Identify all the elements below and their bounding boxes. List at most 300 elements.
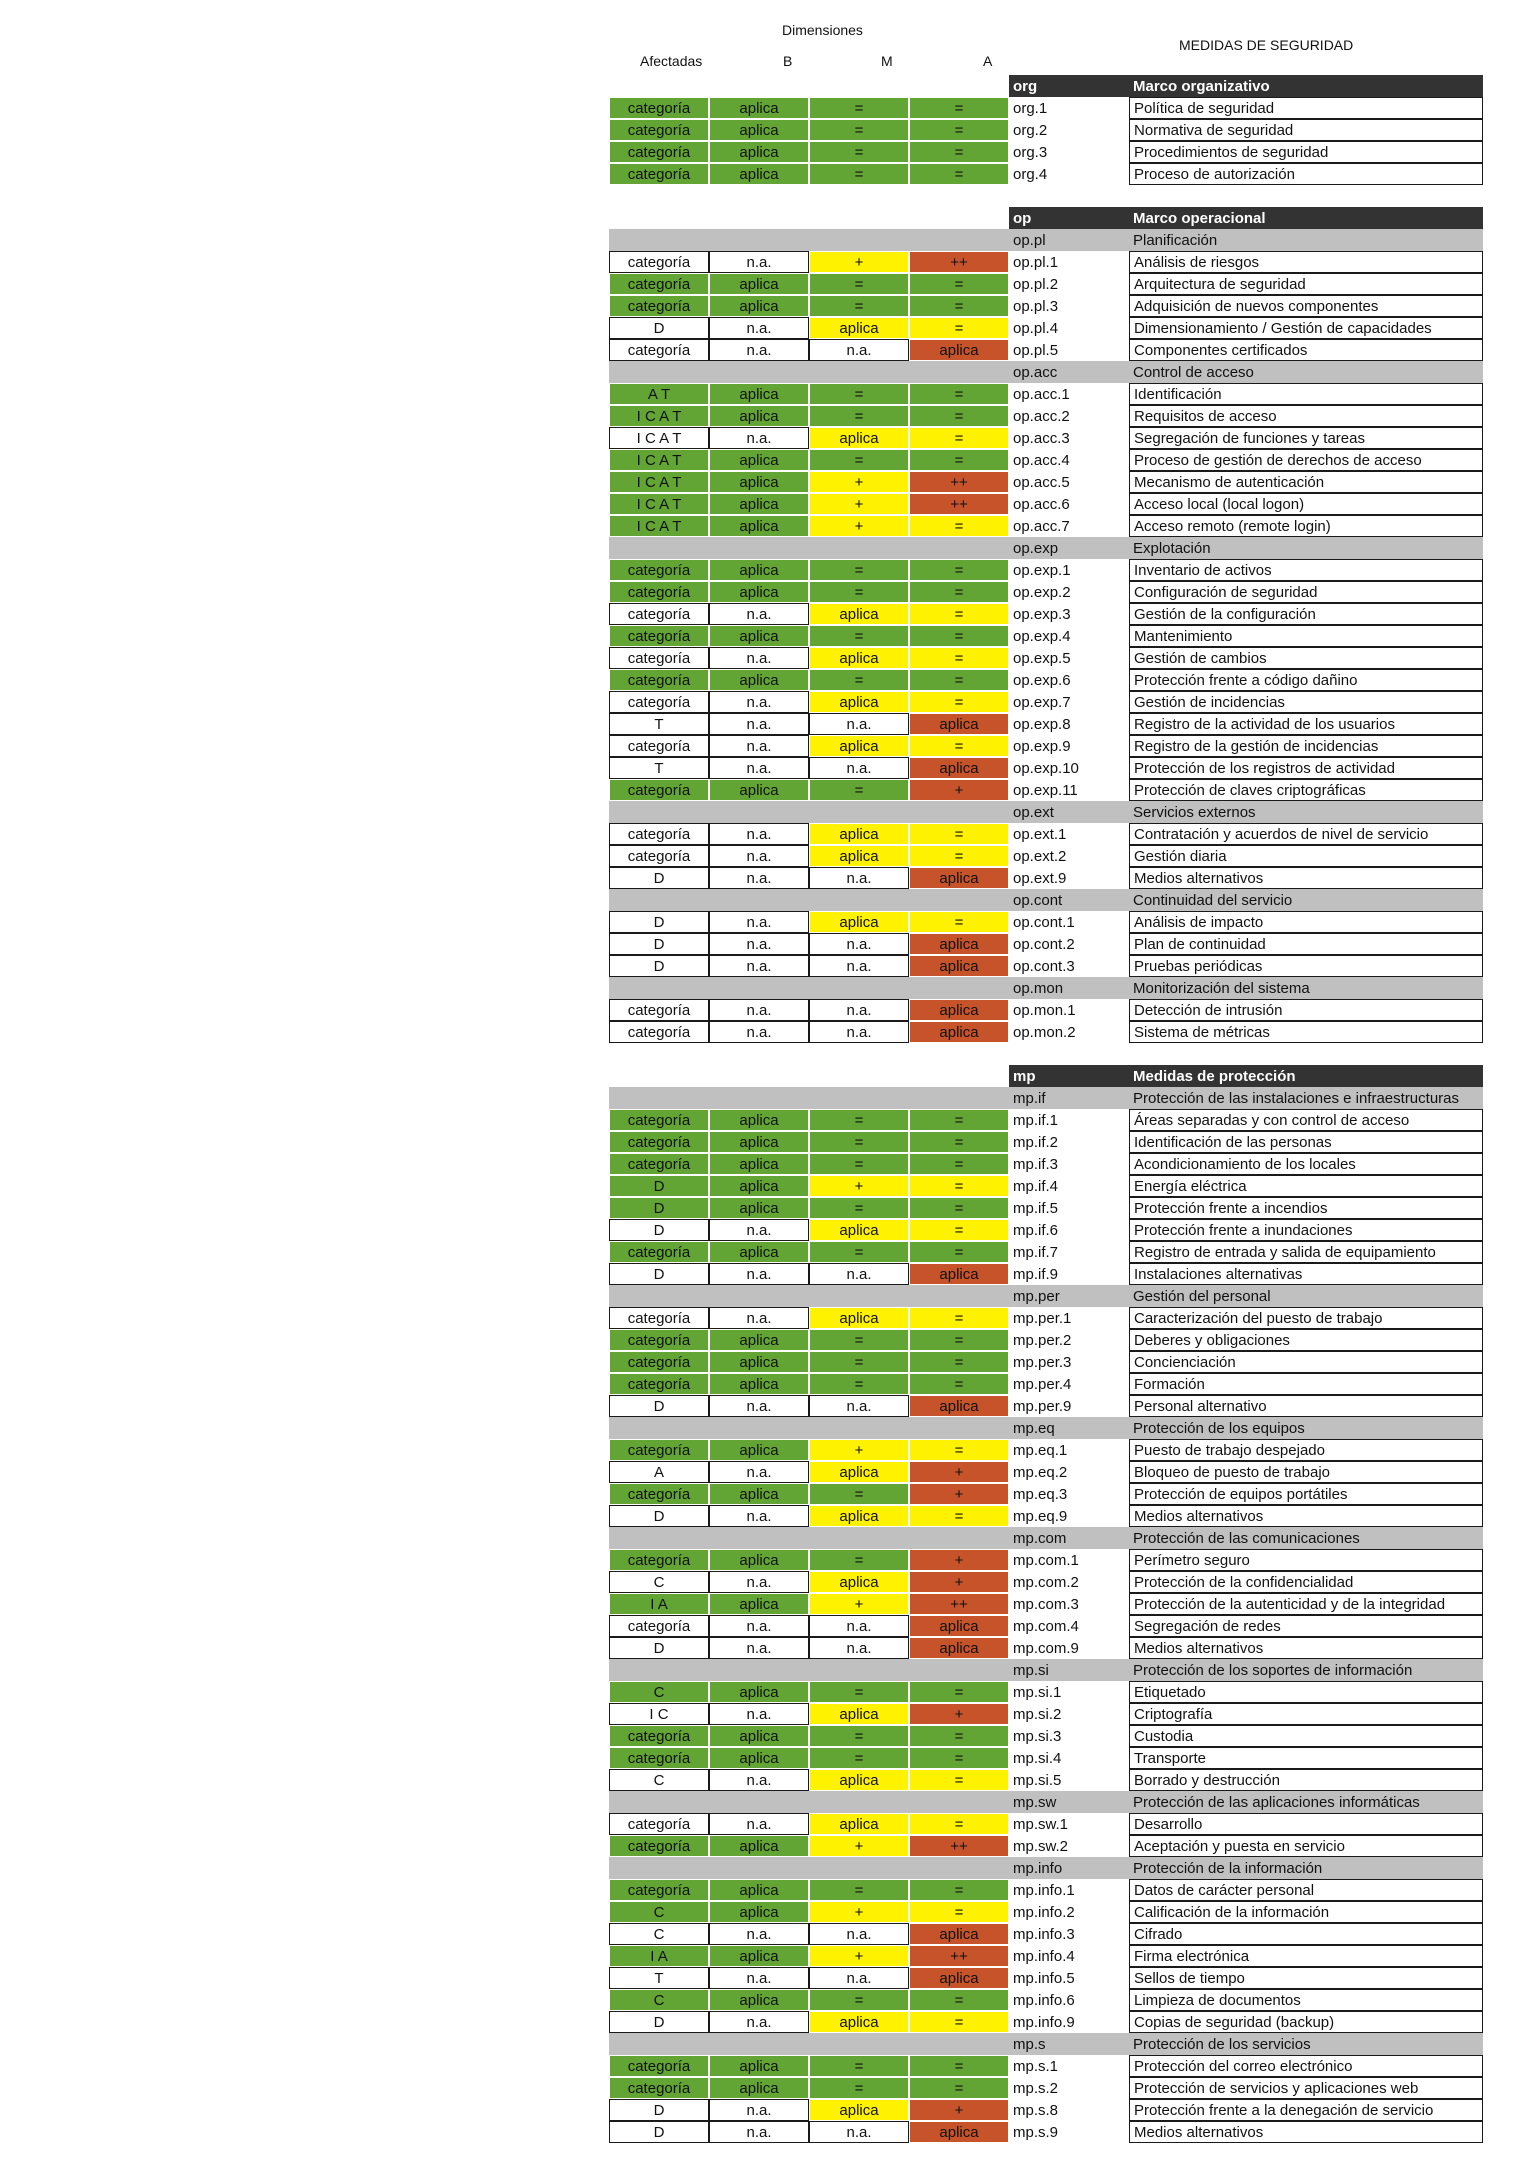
level-m: +	[809, 1175, 909, 1197]
measure-code: mp.eq.3	[1013, 1485, 1068, 1503]
measure-name: Personal alternativo	[1129, 1395, 1483, 1417]
level-a: =	[909, 405, 1009, 427]
measure-name: Protección de los equipos	[1129, 1417, 1483, 1439]
level-b: n.a.	[709, 1395, 809, 1417]
level-a: +	[909, 2099, 1009, 2121]
subsection-band	[609, 889, 1009, 911]
measure-code: mp.s	[1009, 2033, 1129, 2055]
level-b: aplica	[709, 669, 809, 691]
level-b: n.a.	[709, 735, 809, 757]
measure-name: Registro de entrada y salida de equipamiento	[1129, 1241, 1483, 1263]
measure-code: mp.per.9	[1013, 1397, 1072, 1415]
level-afectadas: categoría	[609, 603, 709, 625]
level-b: aplica	[709, 1549, 809, 1571]
level-m: n.a.	[809, 1637, 909, 1659]
level-a: =	[909, 317, 1009, 339]
subsection-band	[609, 1087, 1009, 1109]
level-a: =	[909, 141, 1009, 163]
measure-code: mp.if.9	[1013, 1265, 1059, 1283]
level-afectadas: categoría	[609, 97, 709, 119]
level-a: =	[909, 1901, 1009, 1923]
level-m: aplica	[809, 823, 909, 845]
measure-code: op.cont.2	[1013, 935, 1075, 953]
level-afectadas: categoría	[609, 1725, 709, 1747]
measure-name: Plan de continuidad	[1129, 933, 1483, 955]
subsection-band	[609, 1527, 1009, 1549]
level-b: n.a.	[709, 1637, 809, 1659]
measure-name: Protección frente a código dañino	[1129, 669, 1483, 691]
level-m: aplica	[809, 735, 909, 757]
level-a: =	[909, 603, 1009, 625]
level-afectadas: D	[609, 1197, 709, 1219]
measure-code: mp.per.2	[1013, 1331, 1072, 1349]
level-b: aplica	[709, 1241, 809, 1263]
level-b: n.a.	[709, 2121, 809, 2143]
level-m: +	[809, 493, 909, 515]
measure-code: mp.info.5	[1013, 1969, 1075, 1987]
level-afectadas: categoría	[609, 295, 709, 317]
level-b: aplica	[709, 1593, 809, 1615]
measure-code: op.cont	[1009, 889, 1129, 911]
measure-code: op.mon.2	[1013, 1023, 1076, 1041]
level-afectadas: C	[609, 1901, 709, 1923]
measure-code: org.2	[1013, 121, 1048, 139]
subsection-band	[609, 977, 1009, 999]
level-b: n.a.	[709, 1615, 809, 1637]
measure-name: Acceso remoto (remote login)	[1129, 515, 1483, 537]
level-b: aplica	[709, 273, 809, 295]
measure-code: op.acc.6	[1013, 495, 1070, 513]
level-b: aplica	[709, 1747, 809, 1769]
measure-name: Instalaciones alternativas	[1129, 1263, 1483, 1285]
level-m: n.a.	[809, 867, 909, 889]
level-m: =	[809, 163, 909, 185]
measure-name: Protección de los servicios	[1129, 2033, 1483, 2055]
level-afectadas: categoría	[609, 1307, 709, 1329]
level-a: +	[909, 1703, 1009, 1725]
level-m: n.a.	[809, 955, 909, 977]
measure-name: Análisis de riesgos	[1129, 251, 1483, 273]
measure-code: mp.si.5	[1013, 1771, 1062, 1789]
level-b: aplica	[709, 625, 809, 647]
measure-name: Protección frente a inundaciones	[1129, 1219, 1483, 1241]
measure-code: mp.si	[1009, 1659, 1129, 1681]
level-m: aplica	[809, 647, 909, 669]
measure-name: Continuidad del servicio	[1129, 889, 1483, 911]
level-b: aplica	[709, 405, 809, 427]
level-afectadas: D	[609, 1175, 709, 1197]
measure-code: mp.s.8	[1013, 2101, 1059, 2119]
level-b: n.a.	[709, 1967, 809, 1989]
level-a: aplica	[909, 1395, 1009, 1417]
level-b: n.a.	[709, 823, 809, 845]
level-afectadas: categoría	[609, 1615, 709, 1637]
level-m: aplica	[809, 1505, 909, 1527]
measure-name: Gestión diaria	[1129, 845, 1483, 867]
level-m: +	[809, 1439, 909, 1461]
measure-code: op.ext.2	[1013, 847, 1067, 865]
measure-name: Mecanismo de autenticación	[1129, 471, 1483, 493]
level-b: n.a.	[709, 1813, 809, 1835]
measure-name: Limpieza de documentos	[1129, 1989, 1483, 2011]
measure-name: Protección frente a incendios	[1129, 1197, 1483, 1219]
level-b: n.a.	[709, 933, 809, 955]
level-afectadas: categoría	[609, 581, 709, 603]
level-b: aplica	[709, 559, 809, 581]
level-m: +	[809, 1835, 909, 1857]
level-afectadas: D	[609, 911, 709, 933]
level-afectadas: categoría	[609, 1813, 709, 1835]
level-m: +	[809, 1945, 909, 1967]
measure-code: op.exp.2	[1013, 583, 1071, 601]
measure-code: mp.if.7	[1013, 1243, 1059, 1261]
measure-name: Componentes certificados	[1129, 339, 1483, 361]
header-afectadas: Afectadas	[640, 53, 703, 69]
measure-code: mp.eq.9	[1013, 1507, 1068, 1525]
measure-name: Deberes y obligaciones	[1129, 1329, 1483, 1351]
level-b: aplica	[709, 1329, 809, 1351]
measure-name: Marco operacional	[1129, 207, 1483, 229]
level-afectadas: categoría	[609, 339, 709, 361]
level-afectadas: categoría	[609, 779, 709, 801]
measure-code: op.pl.1	[1013, 253, 1059, 271]
measure-name: Gestión de la configuración	[1129, 603, 1483, 625]
level-b: n.a.	[709, 999, 809, 1021]
level-m: n.a.	[809, 713, 909, 735]
level-m: =	[809, 383, 909, 405]
subsection-band	[609, 1791, 1009, 1813]
header-a: A	[983, 53, 993, 69]
measure-name: Protección de las comunicaciones	[1129, 1527, 1483, 1549]
measure-code: mp.info.4	[1013, 1947, 1075, 1965]
level-b: aplica	[709, 2055, 809, 2077]
measure-code: op.cont.1	[1013, 913, 1075, 931]
measure-code: mp.com.4	[1013, 1617, 1079, 1635]
level-m: aplica	[809, 1813, 909, 1835]
level-a: =	[909, 1813, 1009, 1835]
measure-name: Calificación de la información	[1129, 1901, 1483, 1923]
level-m: aplica	[809, 845, 909, 867]
level-afectadas: categoría	[609, 2055, 709, 2077]
level-m: =	[809, 295, 909, 317]
level-m: aplica	[809, 2099, 909, 2121]
measure-name: Medidas de protección	[1129, 1065, 1483, 1087]
measure-name: Requisitos de acceso	[1129, 405, 1483, 427]
level-m: =	[809, 1241, 909, 1263]
level-b: aplica	[709, 1197, 809, 1219]
measure-name: Formación	[1129, 1373, 1483, 1395]
subsection-band	[609, 1285, 1009, 1307]
level-a: =	[909, 823, 1009, 845]
level-a: =	[909, 97, 1009, 119]
level-a: aplica	[909, 999, 1009, 1021]
measure-code: op.acc.4	[1013, 451, 1070, 469]
measure-name: Desarrollo	[1129, 1813, 1483, 1835]
measure-name: Sistema de métricas	[1129, 1021, 1483, 1043]
level-a: +	[909, 1549, 1009, 1571]
measure-code: op.exp.3	[1013, 605, 1071, 623]
level-b: n.a.	[709, 1923, 809, 1945]
measure-code: mp.info.6	[1013, 1991, 1075, 2009]
level-a: =	[909, 1373, 1009, 1395]
level-m: aplica	[809, 1461, 909, 1483]
measure-code: mp.si.2	[1013, 1705, 1062, 1723]
measure-name: Aceptación y puesta en servicio	[1129, 1835, 1483, 1857]
level-b: aplica	[709, 1483, 809, 1505]
level-b: n.a.	[709, 2099, 809, 2121]
level-afectadas: categoría	[609, 1835, 709, 1857]
level-m: =	[809, 625, 909, 647]
measure-code: mp.per.1	[1013, 1309, 1072, 1327]
measure-code: mp.info.1	[1013, 1881, 1075, 1899]
measure-code: op.exp	[1009, 537, 1129, 559]
level-b: aplica	[709, 1373, 809, 1395]
level-m: +	[809, 251, 909, 273]
level-afectadas: categoría	[609, 735, 709, 757]
measure-code: mp.com.1	[1013, 1551, 1079, 1569]
level-afectadas: categoría	[609, 273, 709, 295]
level-b: n.a.	[709, 1505, 809, 1527]
level-m: n.a.	[809, 1967, 909, 1989]
level-a: =	[909, 1725, 1009, 1747]
measure-name: Bloqueo de puesto de trabajo	[1129, 1461, 1483, 1483]
level-m: n.a.	[809, 1615, 909, 1637]
level-b: n.a.	[709, 691, 809, 713]
measure-code: op.exp.6	[1013, 671, 1071, 689]
level-afectadas: categoría	[609, 625, 709, 647]
measure-code: org	[1009, 75, 1129, 97]
level-afectadas: C	[609, 1571, 709, 1593]
level-a: =	[909, 2055, 1009, 2077]
level-b: n.a.	[709, 845, 809, 867]
measure-name: Registro de la gestión de incidencias	[1129, 735, 1483, 757]
measure-name: Protección de claves criptográficas	[1129, 779, 1483, 801]
measure-code: mp.sw.1	[1013, 1815, 1069, 1833]
level-a: =	[909, 647, 1009, 669]
measure-code: op.ext.9	[1013, 869, 1067, 887]
measure-code: mp.info	[1009, 1857, 1129, 1879]
level-a: ++	[909, 493, 1009, 515]
level-a: aplica	[909, 955, 1009, 977]
measure-name: Servicios externos	[1129, 801, 1483, 823]
level-a: =	[909, 2011, 1009, 2033]
measure-name: Caracterización del puesto de trabajo	[1129, 1307, 1483, 1329]
level-a: =	[909, 1131, 1009, 1153]
level-m: =	[809, 1109, 909, 1131]
level-m: =	[809, 2077, 909, 2099]
level-a: aplica	[909, 1615, 1009, 1637]
level-m: =	[809, 1681, 909, 1703]
measure-name: Segregación de funciones y tareas	[1129, 427, 1483, 449]
measure-name: Protección de las aplicaciones informáticas	[1129, 1791, 1483, 1813]
level-a: =	[909, 1109, 1009, 1131]
level-m: aplica	[809, 1219, 909, 1241]
level-m: =	[809, 1351, 909, 1373]
subsection-band	[609, 2033, 1009, 2055]
level-m: aplica	[809, 1571, 909, 1593]
measure-code: mp.if	[1009, 1087, 1129, 1109]
level-afectadas: A T	[609, 383, 709, 405]
measure-code: op.exp.10	[1013, 759, 1079, 777]
measure-name: Medios alternativos	[1129, 2121, 1483, 2143]
level-b: aplica	[709, 2077, 809, 2099]
measure-code: op.exp.8	[1013, 715, 1071, 733]
measure-code: op	[1009, 207, 1129, 229]
level-m: =	[809, 779, 909, 801]
level-b: n.a.	[709, 713, 809, 735]
level-b: n.a.	[709, 317, 809, 339]
measure-code: op.pl.2	[1013, 275, 1059, 293]
measure-code: mp.info.3	[1013, 1925, 1075, 1943]
level-a: =	[909, 1329, 1009, 1351]
level-b: aplica	[709, 581, 809, 603]
measure-code: mp	[1009, 1065, 1129, 1087]
level-m: =	[809, 97, 909, 119]
level-afectadas: categoría	[609, 1153, 709, 1175]
level-a: =	[909, 1747, 1009, 1769]
level-m: n.a.	[809, 757, 909, 779]
measure-code: mp.com.2	[1013, 1573, 1079, 1591]
level-m: +	[809, 1593, 909, 1615]
level-b: aplica	[709, 1901, 809, 1923]
measure-code: op.ext	[1009, 801, 1129, 823]
measure-code: mp.com.9	[1013, 1639, 1079, 1657]
measure-code: op.acc.3	[1013, 429, 1070, 447]
measure-name: Copias de seguridad (backup)	[1129, 2011, 1483, 2033]
measure-code: mp.per.3	[1013, 1353, 1072, 1371]
level-afectadas: C	[609, 1989, 709, 2011]
level-m: aplica	[809, 1769, 909, 1791]
level-m: aplica	[809, 603, 909, 625]
level-m: aplica	[809, 2011, 909, 2033]
measure-code: mp.s.9	[1013, 2123, 1059, 2141]
measure-name: Dimensionamiento / Gestión de capacidades	[1129, 317, 1483, 339]
level-b: n.a.	[709, 339, 809, 361]
level-m: +	[809, 515, 909, 537]
level-afectadas: C	[609, 1681, 709, 1703]
level-afectadas: C	[609, 1769, 709, 1791]
measure-name: Perímetro seguro	[1129, 1549, 1483, 1571]
level-a: aplica	[909, 1923, 1009, 1945]
level-m: =	[809, 449, 909, 471]
level-afectadas: categoría	[609, 1329, 709, 1351]
level-b: n.a.	[709, 2011, 809, 2033]
measure-code: op.exp.5	[1013, 649, 1071, 667]
level-afectadas: categoría	[609, 1241, 709, 1263]
level-b: n.a.	[709, 1571, 809, 1593]
level-a: aplica	[909, 339, 1009, 361]
measure-name: Áreas separadas y con control de acceso	[1129, 1109, 1483, 1131]
measure-name: Segregación de redes	[1129, 1615, 1483, 1637]
measure-code: op.acc.2	[1013, 407, 1070, 425]
level-a: =	[909, 1681, 1009, 1703]
level-b: n.a.	[709, 867, 809, 889]
level-afectadas: categoría	[609, 1439, 709, 1461]
subsection-band	[609, 361, 1009, 383]
level-m: aplica	[809, 1307, 909, 1329]
level-afectadas: D	[609, 1263, 709, 1285]
measure-name: Protección de las instalaciones e infraestructuras	[1129, 1087, 1483, 1109]
measure-name: Protección de servicios y aplicaciones web	[1129, 2077, 1483, 2099]
level-a: +	[909, 779, 1009, 801]
measure-code: mp.sw.2	[1013, 1837, 1069, 1855]
level-b: aplica	[709, 383, 809, 405]
level-afectadas: I A	[609, 1593, 709, 1615]
level-a: ++	[909, 471, 1009, 493]
level-a: ++	[909, 1945, 1009, 1967]
measure-code: op.exp.11	[1013, 781, 1078, 799]
level-afectadas: categoría	[609, 1549, 709, 1571]
level-a: ++	[909, 1593, 1009, 1615]
measure-name: Sellos de tiempo	[1129, 1967, 1483, 1989]
measure-code: mp.if.2	[1013, 1133, 1059, 1151]
level-a: +	[909, 1483, 1009, 1505]
level-b: n.a.	[709, 251, 809, 273]
level-m: =	[809, 559, 909, 581]
measure-code: mp.s.2	[1013, 2079, 1059, 2097]
measure-name: Custodia	[1129, 1725, 1483, 1747]
level-a: =	[909, 1153, 1009, 1175]
level-afectadas: D	[609, 955, 709, 977]
measure-code: mp.if.5	[1013, 1199, 1059, 1217]
level-m: =	[809, 2055, 909, 2077]
level-afectadas: categoría	[609, 669, 709, 691]
level-afectadas: I A	[609, 1945, 709, 1967]
level-m: =	[809, 141, 909, 163]
level-a: =	[909, 163, 1009, 185]
level-afectadas: D	[609, 2121, 709, 2143]
level-b: aplica	[709, 1153, 809, 1175]
measure-code: org.3	[1013, 143, 1048, 161]
level-m: =	[809, 1329, 909, 1351]
measure-name: Explotación	[1129, 537, 1483, 559]
measure-name: Registro de la actividad de los usuarios	[1129, 713, 1483, 735]
level-b: aplica	[709, 449, 809, 471]
level-b: n.a.	[709, 911, 809, 933]
level-b: aplica	[709, 1725, 809, 1747]
level-afectadas: I C A T	[609, 449, 709, 471]
level-afectadas: I C	[609, 1703, 709, 1725]
measure-code: mp.if.3	[1013, 1155, 1059, 1173]
measure-code: mp.sw	[1009, 1791, 1129, 1813]
measure-name: Protección de los soportes de información	[1129, 1659, 1483, 1681]
measure-name: Cifrado	[1129, 1923, 1483, 1945]
measure-name: Proceso de autorización	[1129, 163, 1483, 185]
measure-code: op.mon.1	[1013, 1001, 1076, 1019]
measure-name: Acondicionamiento de los locales	[1129, 1153, 1483, 1175]
level-b: n.a.	[709, 757, 809, 779]
measure-name: Detección de intrusión	[1129, 999, 1483, 1021]
level-afectadas: categoría	[609, 1109, 709, 1131]
measure-code: op.exp.4	[1013, 627, 1071, 645]
level-b: aplica	[709, 119, 809, 141]
measure-code: mp.per	[1009, 1285, 1129, 1307]
level-afectadas: D	[609, 1637, 709, 1659]
level-m: =	[809, 119, 909, 141]
level-b: aplica	[709, 97, 809, 119]
level-afectadas: D	[609, 2099, 709, 2121]
measure-name: Protección frente a la denegación de servicio	[1129, 2099, 1483, 2121]
level-m: =	[809, 1725, 909, 1747]
level-b: aplica	[709, 141, 809, 163]
measure-name: Configuración de seguridad	[1129, 581, 1483, 603]
level-a: =	[909, 515, 1009, 537]
level-b: n.a.	[709, 1263, 809, 1285]
subsection-band	[609, 1857, 1009, 1879]
measure-name: Procedimientos de seguridad	[1129, 141, 1483, 163]
level-m: =	[809, 273, 909, 295]
measure-name: Inventario de activos	[1129, 559, 1483, 581]
